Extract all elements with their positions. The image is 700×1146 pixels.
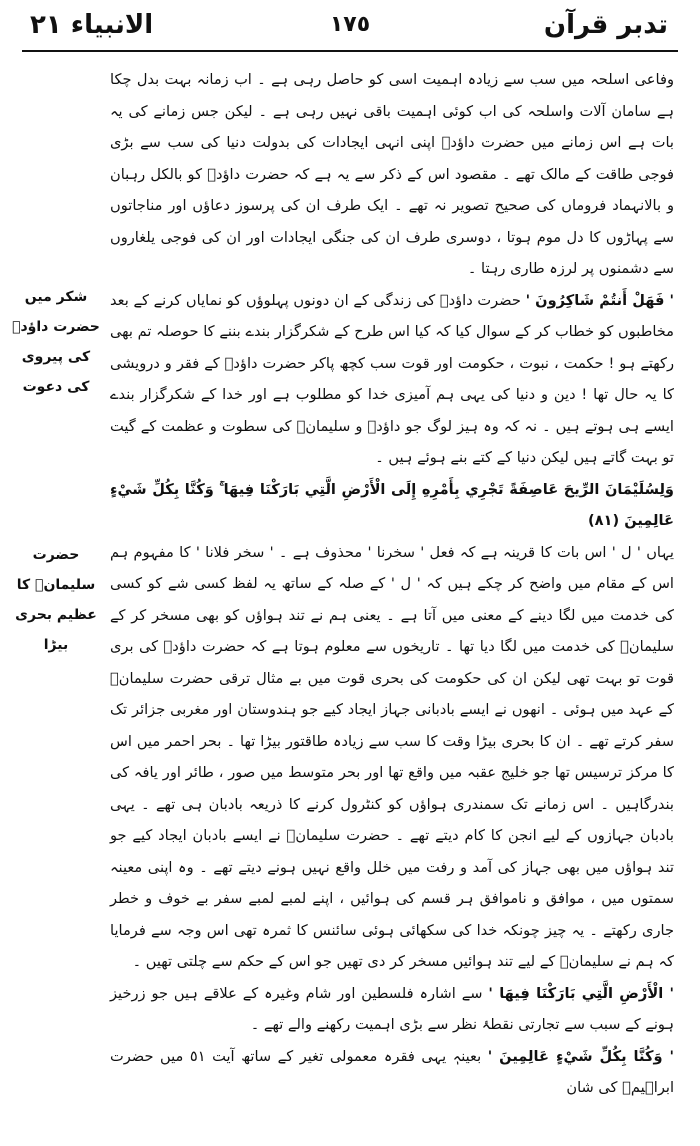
verse-al-ard: ' الْأَرْضِ الَّتِي بَارَكْنَا فِيهَا ' <box>488 984 674 1002</box>
header-rule <box>22 50 678 52</box>
paragraph-5 <box>110 1041 674 1104</box>
margin-note-shukr: شکر میں حضرت داؤدؑ کی پیروی کی دعوت <box>12 289 100 395</box>
paragraph-3: یہاں ' ل ' اس بات کا قرینہ ہے کہ فعل ' سخرنا ' محذوف ہے ۔ ' سخر فلانا ' کا مفہوم ہم اس کے مقام میں واضح کر چکے ہیں کہ ' ل ' کے صلہ کے ساتھ یہ لفظ کسی شے کو کسی کی خدمت میں لگا دینے کے معنی میں آتا ہے ۔ یعنی ہم نے تند ہواؤں کو بھی مسخر کر کے سلیمانؑ کی خدمت میں لگا دیا تھا ۔ تاریخوں سے معلوم ہوتا ہے کہ حضرت داؤدؑ کی بری قوت تو بہت تھی لیکن ان کی حکومت کی بحری قوت میں بے مثال ترقی حضرت سلیمانؑ کے عہد میں ہوئی ۔ انھوں نے ایسے بادبانی جہاز ایجاد کیے جو ہندوستان اور مغربی جزائر تک سفر کرتے تھے ۔ ان کا بحری بیڑا وقت کا سب سے زیادہ طاقتور بیڑا تھا ۔ بحر احمر میں اس کا مرکز ترسیس تھا جو خلیج عقبہ میں واقع تھا اور بحر متوسط میں صور ، طائر اور یافہ کی بندرگاہیں ۔ اس زمانے تک سمندری ہواؤں کو کنٹرول کرنے کا ذریعہ بادبان ہی تھے ۔ یہی بادبان جہازوں کے لیے انجن کا کام دیتے تھے ۔ حضرت سلیمانؑ نے ایسے بادبان ایجاد کیے جو تند ہواؤں میں بھی جہاز کی آمد و رفت میں خلل واقع نہیں ہونے دیتے تھے ۔ وہ اپنی معینہ سمتوں میں ، موافق و ناموافق ہر قسم کی ہوائیں ، اپنے لمبے لمبے سفر بے خوف و خطر جاری رکھتے ۔ یہ چیز چونکہ خدا کی سکھائی ہوئی سائنس کا ثمرہ تھی اس وجہ سے فرمایا کہ ہم نے سلیمانؑ کے لیے تند ہوائیں مسخر کر دی تھیں جو اس کے حکم سے چلتی تھیں ۔ <box>110 543 674 970</box>
page-header <box>22 6 678 50</box>
verse-fahal: ' فَهَلْ أَنتُمْ شَاكِرُونَ ' <box>525 291 674 309</box>
book-title: تدبر قرآن <box>543 10 668 40</box>
page-number: ١٧٥ <box>329 12 371 37</box>
paragraph-2 <box>110 285 674 474</box>
margin-note-fleet: حضرت سلیمانؑ کا عظیم بحری بیڑا <box>15 547 97 653</box>
main-text <box>110 64 674 1104</box>
paragraph-4 <box>110 978 674 1041</box>
paragraph-5-text: بعینہٖ یہی فقرہ معمولی تغیر کے ساتھ آیت ٥١ میں حضرت ابراہیمؑ کی شان <box>110 1047 674 1096</box>
surah-title: الانبیاء ٢١ <box>30 10 154 40</box>
paragraph-1: وفاعی اسلحہ میں سب سے زیادہ اہمیت اسی کو حاصل رہی ہے ۔ اب زمانہ بہت بدل چکا ہے سامان آلات واسلحہ کی اب کوئی اہمیت باقی نہیں رہی ہے ۔ لیکن جس زمانے کی یہ بات ہے اس زمانے میں حضرت داؤدؑ اپنی انہی ایجادات کی بدولت دنیا کی سب سے بڑی فوجی طاقت کے مالک تھے ۔ مقصود اس کے ذکر سے یہ ہے کہ حضرت داؤدؑ کو بالکل رہبان و بالانہماد فروماں کی صحیح تصویر نہ تھے ۔ ایک طرف ان کی پرسوز دعاؤں اور مناجاتوں سے پہاڑوں کا دل موم ہوتا ، دوسری طرف ان کی جنگی ایجادات اور ان کی فوجی یلغاروں سے دشمنوں پر لرزہ طاری رہتا ۔ <box>110 71 674 277</box>
paragraph-2-text: حضرت داؤدؑ کی زندگی کے ان دونوں پہلوؤں کو نمایاں کرنے کے بعد مخاطبوں کو خطاب کر کے سوال کیا کہ کیا اس طرح کے شکرگزار بندے بننے کا حوصلہ تم بھی رکھتے ہو ! حکمت ، نبوت ، حکومت اور قوت سب کچھ پاکر حضرت داؤدؑ کے فقر و درویشی کا یہ حال تھا ! دین و دنیا کی یہی ہم آمیزی خدا کو مطلوب ہے اور خدا کے شکرگزار بندے ایسے ہی ہوتے ہیں ۔ نہ کہ وہ ہیز لوگ جو داؤدؑ و سلیمانؑ کی سطوت و عظمت کے گیت تو بہت گاتے ہیں لیکن دنیا کے کتے بنے ہوئے ہیں ۔ <box>110 291 674 466</box>
paragraph-4-text: سے اشارہ فلسطین اور شام وغیرہ کے علاقے ہیں جو زرخیز ہونے کے سبب سے تجارتی نقطۂ نظر سے بڑی اہمیت رکھنے والے تھے ۔ <box>110 984 674 1033</box>
verse-81: وَلِسُلَيْمَانَ الرِّيحَ عَاصِفَةً تَجْرِي بِأَمْرِهِ إِلَى الْأَرْضِ الَّتِي بَارَكْنَا فِيهَا ۚ وَكُنَّا بِكُلِّ شَيْءٍ عَالِمِينَ (٨١) <box>110 480 674 529</box>
verse-kunna: ' وَكُنَّا بِكُلِّ شَيْءٍ عَالِمِينَ ' <box>487 1047 675 1065</box>
